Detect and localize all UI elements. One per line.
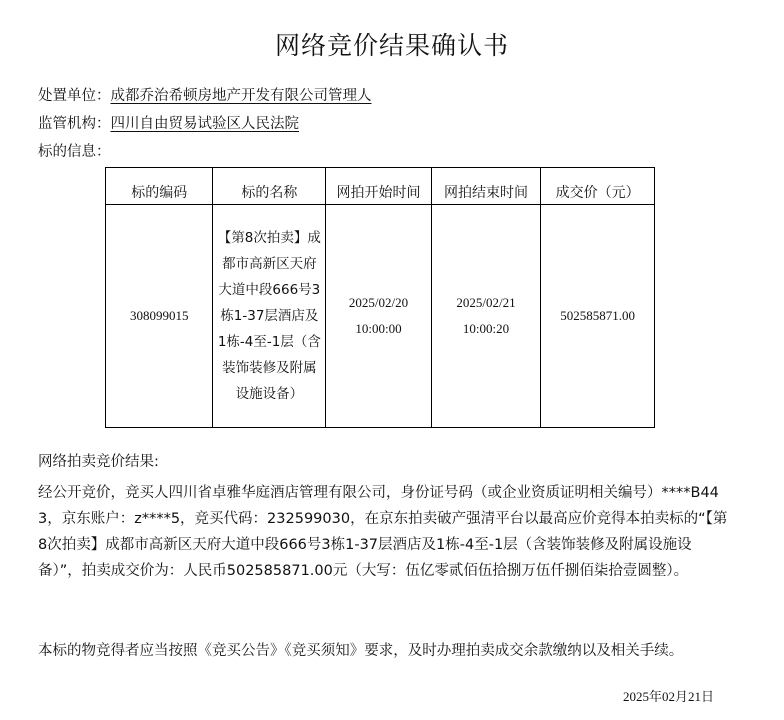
start-time: 10:00:00	[355, 321, 402, 336]
disposal-unit-label: 处置单位：	[38, 88, 111, 104]
disposal-unit-row	[38, 84, 372, 105]
document-date: 2025年02月21日	[622, 689, 714, 704]
supervisor-label: 监管机构：	[38, 116, 111, 132]
end-time-cell	[431, 205, 540, 428]
disposal-unit-value: 成都乔治希顿房地产开发有限公司管理人	[110, 88, 372, 104]
notice-text: 本标的物竞得者应当按照《竞买公告》《竞买须知》要求，及时办理拍卖成交余款缴纳以及相关手续。	[38, 643, 684, 659]
end-time: 10:00:20	[462, 321, 510, 336]
result-label: 网络拍卖竞价结果:	[38, 454, 159, 470]
result-text: 经公开竞价，竞买人四川省卓雅华庭酒店管理有限公司，身份证号码（或企业资质证明相关编号）****B443，京东账户：z****5，竞买代码：232599030，在京东拍卖破产强清平台以最高应价竞得本拍卖标的“【第8次拍卖】成都市高新区天府大道中段666号3栋1-37层酒店及1栋-4至-1层（含装饰装修及附属设施设备）”，拍卖成交价为：人民币502585871.00元（大写：伍亿零贰佰伍拾捌万伍仟捌佰柒拾壹圆整）。	[38, 485, 728, 579]
header-name: 标的名称	[213, 168, 326, 205]
supervisor-row	[38, 112, 299, 133]
table-header-row	[106, 168, 655, 205]
table-row	[106, 205, 655, 428]
lot-code-cell: 308099015	[106, 205, 213, 428]
page-title: 网络竞价结果确认书	[274, 31, 509, 60]
header-price: 成交价（元）	[541, 168, 655, 205]
header-code: 标的编码	[106, 168, 213, 205]
supervisor-value: 四川自由贸易试验区人民法院	[110, 116, 299, 132]
lot-table	[105, 167, 655, 428]
start-time-cell	[326, 205, 432, 428]
end-date: 2025/02/21	[456, 295, 516, 310]
lot-info-label: 标的信息：	[38, 144, 111, 160]
header-start-time: 网拍开始时间	[326, 168, 432, 205]
lot-name-cell	[213, 205, 326, 428]
start-date: 2025/02/20	[348, 295, 409, 310]
header-end-time: 网拍结束时间	[431, 168, 540, 205]
price-cell: 502585871.00	[541, 205, 655, 428]
lot-name-text: 【第8次拍卖】成都市高新区天府大道中段666号3栋1-37层酒店及1栋-4至-1层（含装饰装修及附属设施设备）	[217, 230, 321, 402]
